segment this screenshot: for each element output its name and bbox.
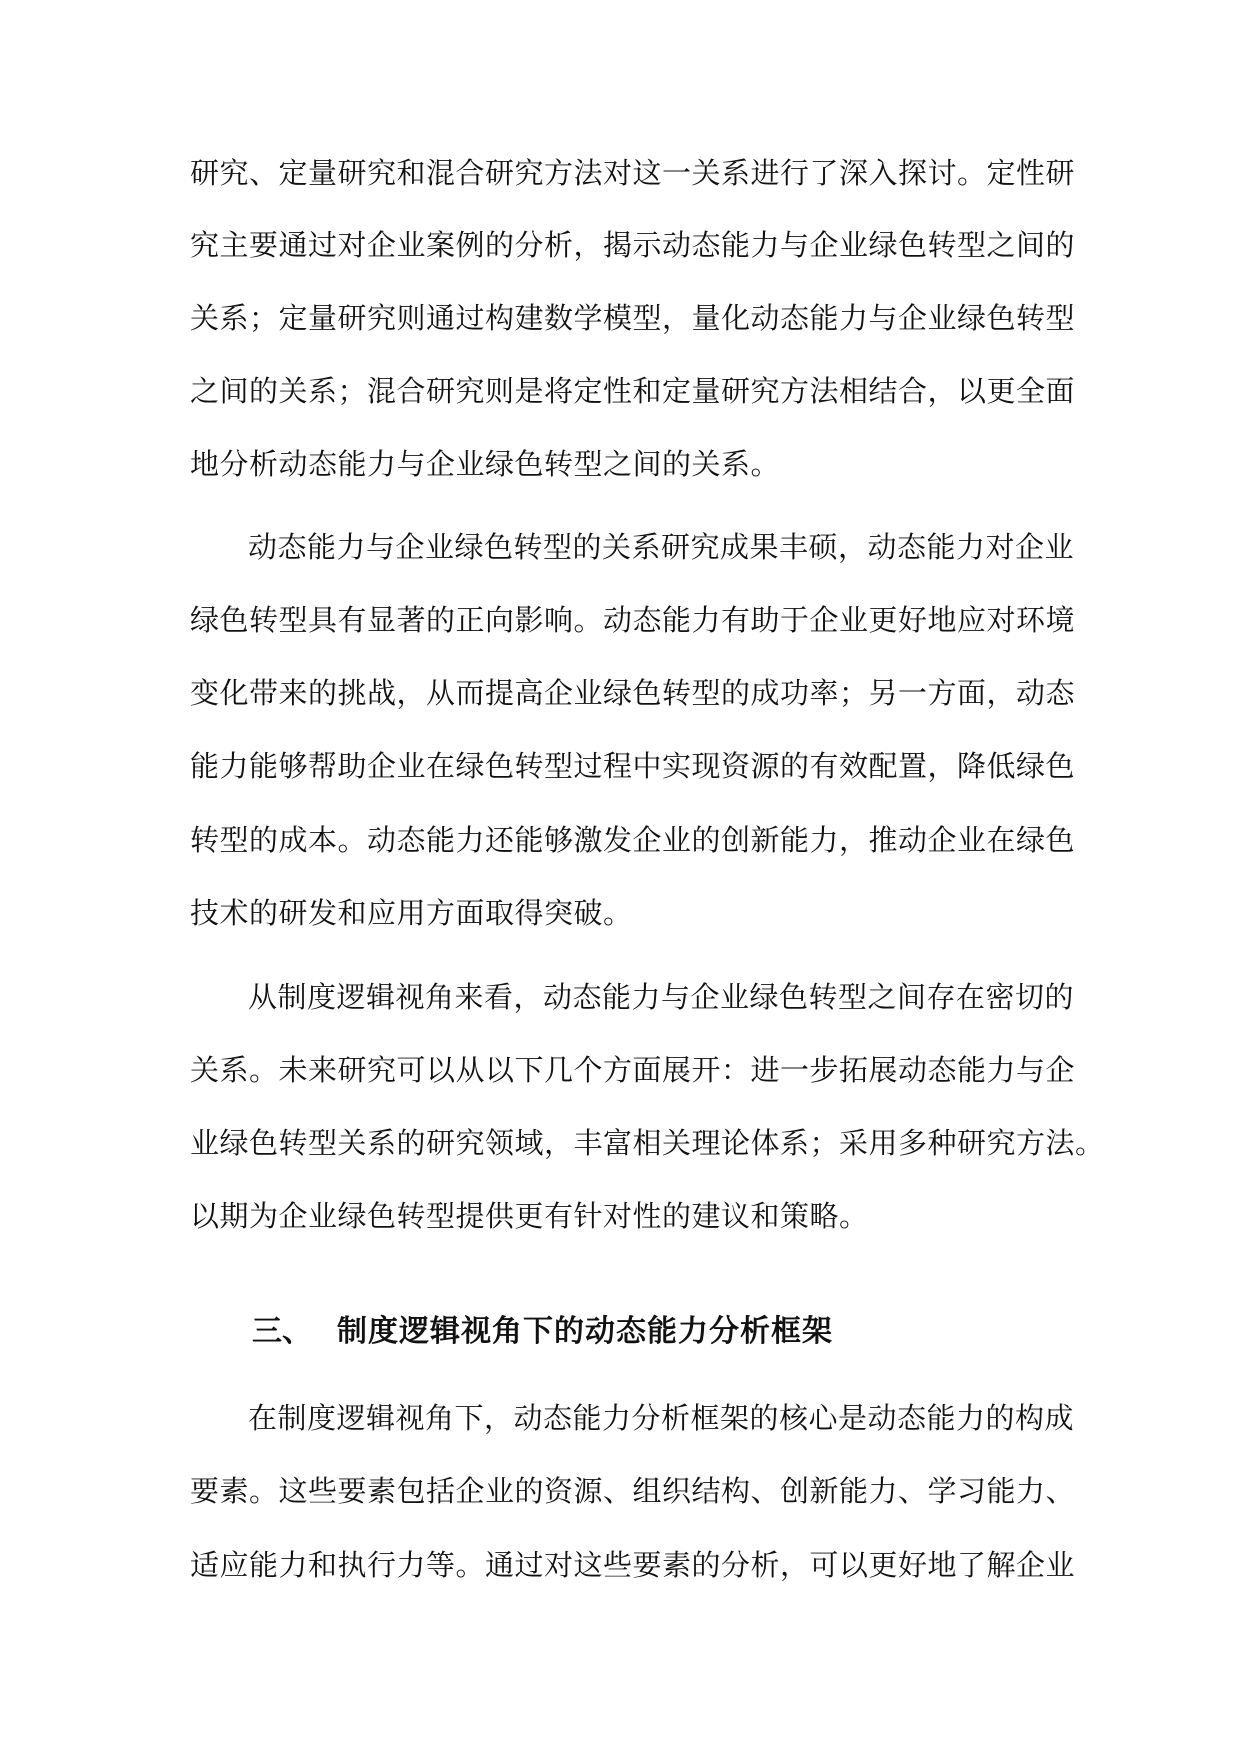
paragraph-3-line: 业绿色转型关系的研究领域，丰富相关理论体系；采用多种研究方法。 [190,1126,1105,1160]
paragraph-2-line: 绿色转型具有显著的正向影响。动态能力有助于企业更好地应对环境 [190,603,1076,637]
paragraph-1-line: 关系；定量研究则通过构建数学模型，量化动态能力与企业绿色转型 [190,301,1076,335]
paragraph-1-line: 研究、定量研究和混合研究方法对这一关系进行了深入探讨。定性研 [190,156,1076,190]
paragraph-4-line: 在制度逻辑视角下，动态能力分析框架的核心是动态能力的构成 [248,1401,1075,1435]
section-heading-title: 制度逻辑视角下的动态能力分析框架 [337,1314,833,1349]
paragraph-2-line: 变化带来的挑战，从而提高企业绿色转型的成功率；另一方面，动态 [190,676,1076,710]
paragraph-4-line: 要素。这些要素包括企业的资源、组织结构、创新能力、学习能力、 [190,1474,1076,1508]
paragraph-3-line: 以期为企业绿色转型提供更有针对性的建议和策略。 [190,1199,869,1233]
paragraph-2-line: 转型的成本。动态能力还能够激发企业的创新能力，推动企业在绿色 [190,823,1076,857]
paragraph-1-line: 之间的关系；混合研究则是将定性和定量研究方法相结合，以更全面 [190,374,1076,408]
paragraph-1-line: 究主要通过对企业案例的分析，揭示动态能力与企业绿色转型之间的 [190,228,1076,262]
paragraph-4-line: 适应能力和执行力等。通过对这些要素的分析，可以更好地了解企业 [190,1548,1076,1582]
paragraph-2-line: 技术的研发和应用方面取得突破。 [190,896,633,930]
paragraph-3-line: 从制度逻辑视角来看，动态能力与企业绿色转型之间存在密切的 [248,980,1075,1014]
paragraph-2-line: 动态能力与企业绿色转型的关系研究成果丰硕，动态能力对企业 [248,530,1075,564]
section-heading-number: 三、 [252,1314,312,1349]
paragraph-3-line: 关系。未来研究可以从以下几个方面展开：进一步拓展动态能力与企 [190,1053,1076,1087]
paragraph-1-line: 地分析动态能力与企业绿色转型之间的关系。 [190,447,781,481]
paragraph-2-line: 能力能够帮助企业在绿色转型过程中实现资源的有效配置，降低绿色 [190,749,1076,783]
